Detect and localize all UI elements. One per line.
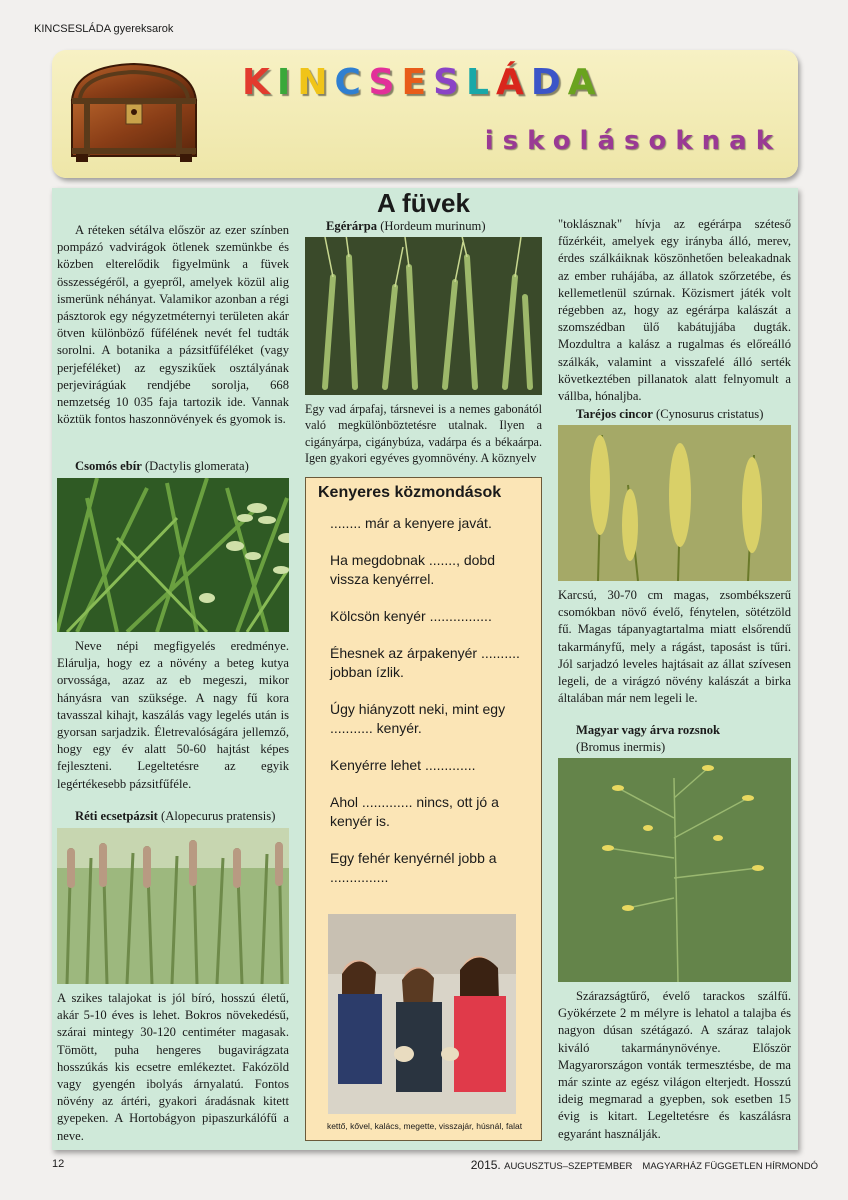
continuation-paragraph: "toklásznak" hívja az egérárpa széteső fűzérkéit, amelyek egy irányba álló, merev, érdes szálkáiknak köszönhetően beleakadnak az ember ruhájába, az állatok szőrzetébe, és kellemetlenül szúrnak. Közismert játék volt régebben az, hogy az egérárpa kalászát a szomszédban ülő kabátujjába dugták. Mozdultra a kalász a rugalmas és előreálló szálkák, valamint a visszafelé álló serték következtében pillanatok alatt felnyomult a vállba, hónaljba. [558,217,791,404]
banner-subtitle: iskolásoknak [484,126,782,156]
footer-issue [471,1158,818,1172]
photo-csomos-ebir [57,478,289,632]
species-latin: (Cynosurus cristatus) [656,407,764,421]
column-1-intro [57,222,289,432]
photo-tarejos-cincor [558,425,791,581]
species-name: Taréjos cincor [576,407,653,421]
photo-girls-eating-bread [328,914,516,1114]
article-title: A füvek [377,188,470,218]
banner-title-letter: A [567,62,603,103]
banner-title-letter: I [276,62,298,103]
banner-title-letter: S [433,62,467,103]
column-1-species2 [57,990,289,1149]
page-number: 12 [52,1158,65,1170]
species-name: Egérárpa [326,219,378,233]
photo-magyar-rozsnok [558,758,791,982]
header-banner [52,50,798,178]
species-description: Karcsú, 30-70 cm magas, zsombékszerű csomókban növő évelő, fénytelen, sötétzöld fű. Magas tápanyagtartalma miatt elsőrendű takarmányfű, mely a rágást, taposást is tűri. Jól sarjadzó leveles hajtásait az állat szívesen legeli, de a virágzó növény kalászát a birka általában már nem legeli le. [558,588,791,706]
species-description: Neve népi megfigyelés eredménye. Elárulja, hogy ez a növény a beteg kutya orvossága, azaz az eb megeszi, mikor hányásra van szüksége. A nagy fű kora tavasszal kihajt, kaszálás vagy legelés után is gyorsan sarjadzik. Életrevalóságára jellemző, hogy egy év alatt 50-60 hajtást képes fejleszteni. Legeltetésre az egyik legértékesebb pázsitfűféle. [57,639,289,791]
species-description: Egy vad árpafaj, társnevei is a nemes gabonától való megkülönböztetésre utalnak. Ilyen a cigányárpa, cigánybúza, vadárpa és a békaárpa. Igen gyakori egyéves gyomnövény. A köznyelv [305,402,542,466]
column-3-species1 [558,587,791,711]
banner-title-letter: L [466,62,496,103]
proverb-item: ........ már a kenyere javát. [330,515,492,531]
proverbs-box [305,477,542,1141]
banner-title [242,62,603,103]
banner-title-letter: K [242,62,277,103]
species-latin: (Hordeum murinum) [380,219,486,233]
banner-title-letter: Á [495,62,531,103]
column-1-species1 [57,638,289,797]
proverb-item: Úgy hiányzott neki, mint egy ........... kenyér. [330,701,506,736]
column-3-continuation [558,216,791,409]
species-heading-magyar-rozsnok [576,722,798,756]
proverb-item: Ha megdobnak ......., dobd vissza kenyérrel. [330,552,495,587]
running-head: KINCSESLÁDA gyereksarok [34,23,174,35]
treasure-chest-icon [64,60,202,164]
proverb-item: Éhesnek az árpakenyér .......... jobban ízlik. [330,645,520,680]
photo-egerarpa [305,237,542,395]
proverb-item: Egy fehér kenyérnél jobb a ............... [330,850,497,885]
species-latin: (Bromus inermis) [576,740,666,754]
species-latin: (Alopecurus pratensis) [161,809,276,823]
banner-title-letter: N [297,62,335,103]
species-heading-reti-ecsetpazsit [75,808,295,825]
issue-year: 2015. [470,1158,501,1172]
photo-reti-ecsetpazsit [57,828,289,984]
proverb-item: Ahol ............. nincs, ott jó a kenyér is. [330,794,499,829]
column-3-species2 [558,988,791,1147]
intro-paragraph: A réteken sétálva először az ezer színben pompázó vadvirágok ötlenek szemünkbe és közben elterelődik figyelmünk a füvek összességéről, a gyepről, amelyek közül alig ismerünk néhányat. Valamikor azonban a régi pásztorok egy négyzetméternyi területen akár ötven különböző fűfélének nevét fel tudták sorolni. A botanika a pázsitfűféléket (vagy perjeféléket) az egyszikűek osztályának perjevirágúak rendjébe sorolja, 668 nemzetség 10 035 faja tartozik ide. Vannak köztük fontos haszonnövények és gyomok is. [57,223,289,427]
species-latin: (Dactylis glomerata) [144,459,249,473]
proverb-item: Kölcsön kenyér ................ [330,608,492,624]
species-heading-egerarpa [326,218,546,235]
column-2-species [305,401,542,471]
publication-name: MAGYARHÁZ FÜGGETLEN HÍRMONDÓ [642,1161,818,1172]
proverbs-title: Kenyeres közmondások [318,484,502,501]
species-heading-tarejos-cincor [576,406,798,423]
species-name: Csomós ebír [75,459,142,473]
proverbs-list [306,502,541,887]
species-name: Réti ecsetpázsit [75,809,158,823]
species-description: A szikes talajokat is jól bíró, hosszú életű, akár 5-10 éves is lehet. Bokros növekedésű, szárai mintegy 30-120 centiméter magasak. Tömött, puha hengeres bugavirágzata hosszúkás kis ecsetre emlékeztet. Fakózöld vagy gyengén ibolyás árnyalatú. Fontos növény az ártéri, gyakori áradásnak kitett gyepeken. A Hortobágyon pipaszurkálófű a neve. [57,991,289,1143]
banner-title-letter: D [530,62,568,103]
proverb-item: Kenyérre lehet ............. [330,757,476,773]
banner-title-letter: E [401,62,434,103]
banner-title-letter: S [368,62,402,103]
issue-months: AUGUSZTUS–SZEPTEMBER [504,1161,633,1172]
species-heading-csomos-ebir [75,458,295,475]
banner-title-letter: C [334,62,369,103]
photo-caption: kettő, kővel, kalács, megette, visszajár, húsnál, falat [326,1121,523,1131]
species-description: Szárazságtűrő, évelő tarackos szálfű. Gyökérzete 2 m mélyre is lehatol a talajba és nagyon dúsan szétágazó. A száraz talajok kiváló takarmánynövénye. Először Magyarországon vonták termesztésbe, de ma már szinte az egész világon elterjedt. Hosszú ideig megmarad a gyepben, sok esetben 15 évig is kitart. Legeltetésre és kaszálásra egyaránt használják. [558,989,791,1141]
species-name: Magyar vagy árva rozsnok [576,723,721,737]
